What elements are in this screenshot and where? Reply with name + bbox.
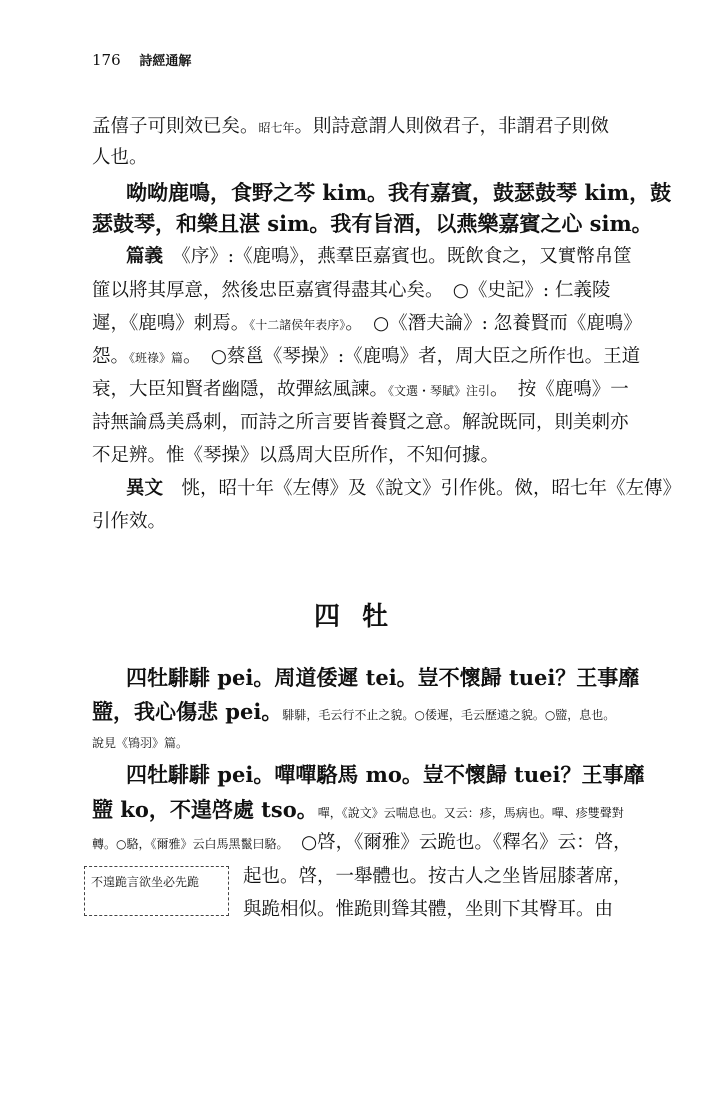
verse-line: 四牡騑騑 pei。周道倭遲 tei。豈不懷歸 tuei？王事靡 <box>126 665 640 690</box>
text-line: 異文 恌，昭十年《左傳》及《說文》引作佻。傚，昭七年《左傳》 <box>126 478 682 499</box>
margin-note-box: 不遑跪言欲坐必先跪 <box>84 866 229 916</box>
verse-line: 盬 ko，不遑啓處 tso。嘽，《說文》云喘息也。又云：疹，馬病也。嘽、疹雙聲對 <box>92 797 624 822</box>
annotation: 嘽，《說文》云喘息也。又云：疹，馬病也。嘽、疹雙聲對 <box>317 806 624 820</box>
text-line: 遲，《鹿鳴》刺焉。《十二諸侯年表序》。 ○《潛夫論》: 忽養賢而《鹿鳴》 <box>92 313 642 334</box>
text-line: 衰，大臣知賢者幽隱，故彈絃風諫。《文選・琴賦》注引。 按《鹿鳴》一 <box>92 379 629 400</box>
text-line: 引作效。 <box>92 511 167 532</box>
text-line: 與跪相似。惟跪則聳其體，坐則下其臀耳。由 <box>243 899 614 920</box>
page-header <box>92 50 191 69</box>
pianyi-label: 篇義 <box>126 246 164 267</box>
text-line: 起也。啓，一舉體也。按古人之坐皆屈膝著席， <box>243 866 632 887</box>
text-line: 怨。《班祿》篇。 ○蔡邕《琴操》:《鹿鳴》者，周大臣之所作也。王道 <box>92 346 641 367</box>
annotation: 轉。○駱，《爾雅》云白馬黑鬣曰駱。 <box>92 837 283 851</box>
verse-line: 瑟鼓琴，和樂且湛 sim。我有旨酒，以燕樂嘉賓之心 sim。 <box>92 211 653 236</box>
verse-line: 呦呦鹿鳴，食野之芩 kim。我有嘉賓，鼓瑟鼓琴 kim，鼓 <box>126 180 672 205</box>
text-line: 人也。 <box>92 147 148 168</box>
text-line: 篇義 《序》:《鹿鳴》，燕羣臣嘉賓也。既飲食之，又實幣帛筐 <box>126 246 632 267</box>
text-line: 篚以將其厚意，然後忠臣嘉賓得盡其心矣。 ○《史記》: 仁義陵 <box>92 280 611 301</box>
book-title: 詩經通解 <box>139 54 192 69</box>
verse-line: 四牡騑騑 pei。嘽嘽駱馬 mo。豈不懷歸 tuei？王事靡 <box>126 762 645 787</box>
annotation: 說見《鴇羽》篇。 <box>92 736 189 750</box>
text-line: 不足辨。惟《琴操》以爲周大臣所作，不知何據。 <box>92 445 500 466</box>
text-line: 孟僖子可則效已矣。昭七年。則詩意謂人則傚君子，非謂君子則傚 <box>92 116 610 137</box>
section-title: 四牡 <box>313 602 410 632</box>
text-line: 詩無論爲美爲刺，而詩之所言要皆養賢之意。解說既同，則美刺亦 <box>92 412 629 433</box>
yiwen-label: 異文 <box>126 478 164 499</box>
annotation: 騑騑，毛云行不止之貌。○倭遲，毛云歷遠之貌。○盬，息也。 <box>282 708 616 722</box>
page-number: 176 <box>92 51 121 69</box>
text-line: 轉。○駱，《爾雅》云白馬黑鬣曰駱。 ○啓，《爾雅》云跪也。《釋名》云：啓， <box>92 832 632 853</box>
verse-line: 盬，我心傷悲 pei。騑騑，毛云行不止之貌。○倭遲，毛云歷遠之貌。○盬，息也。 <box>92 699 616 724</box>
